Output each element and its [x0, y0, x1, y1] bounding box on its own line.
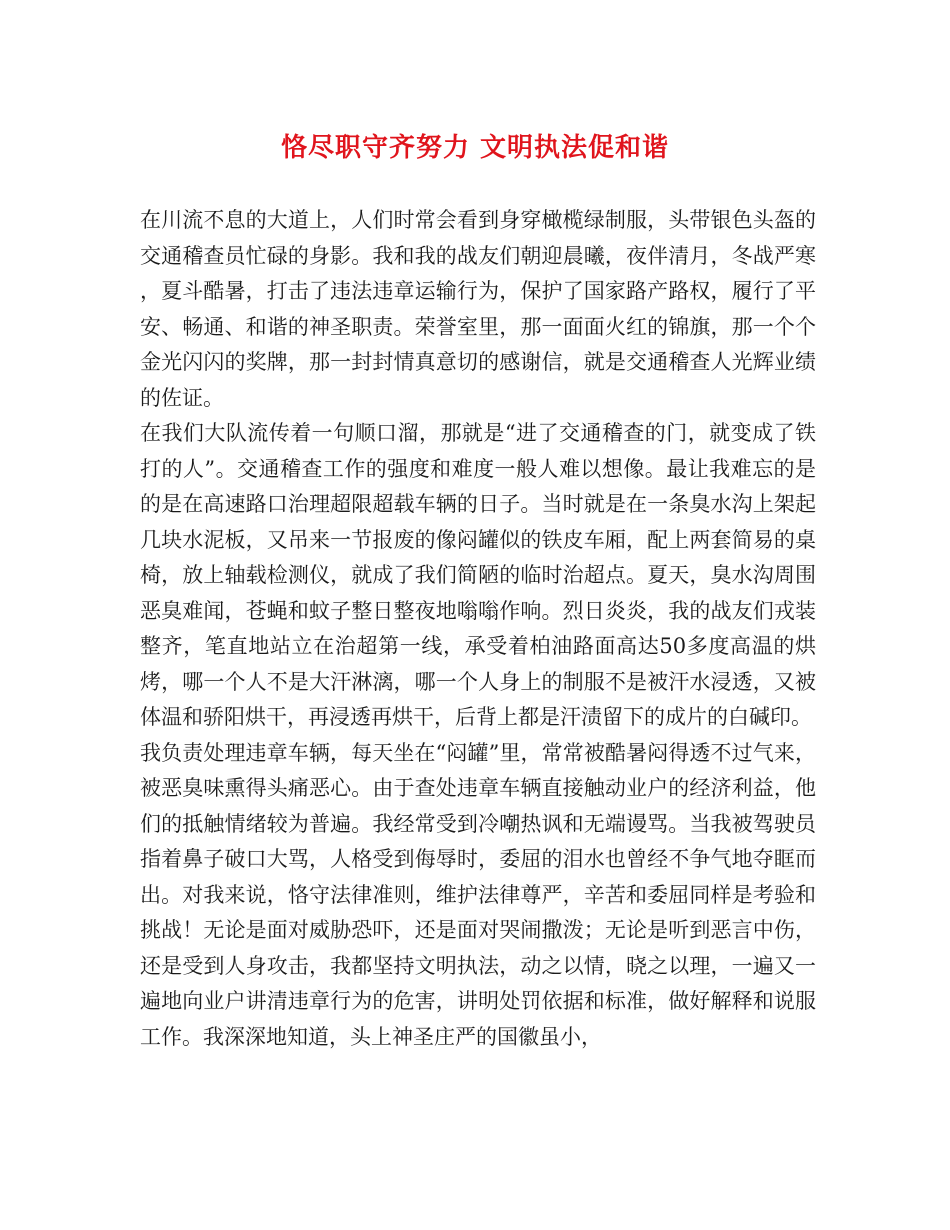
paragraph-3: 我负责处理违章车辆，每天坐在“闷罐”里，常常被酷暑闷得透不过气来，被恶臭味熏得头痛恶心。由于查处违章车辆直接触动业户的经济利益，他们的抵触情绪较为普遍。我经常受到冷嘲热讽和无端谩骂。当我被驾驶员指着鼻子破口大骂，人格受到侮辱时，委屈的泪水也曾经不争气地夺眶而出。对我来说，恪守法律准则，维护法律尊严，辛苦和委屈同样是考验和挑战！无论是面对威胁恐吓，还是面对哭闹撒泼；无论是听到恶言中伤，还是受到人身攻击，我都坚持文明执法，动之以情，晓之以理，一遍又一遍地向业户讲清违章行为的危害，讲明处罚依据和标准，做好解释和说服工作。我深深地知道，头上神圣庄严的国徽虽小， [140, 740, 816, 1049]
document-title: 恪尽职守齐努力 文明执法促和谐 [280, 133, 670, 163]
paragraph-1: 在川流不息的大道上，人们时常会看到身穿橄榄绿制服，头带银色头盔的交通稽查员忙碌的身影。我和我的战友们朝迎晨曦，夜伴清月，冬战严寒，夏斗酷暑，打击了违法违章运输行为，保护了国家路产路权，履行了平安、畅通、和谐的神圣职责。荣誉室里，那一面面火红的锦旗，那一个个金光闪闪的奖牌，那一封封情真意切的感谢信，就是交通稽查人光辉业绩的佐证。 [140, 208, 816, 410]
document-body [140, 203, 816, 1055]
paragraph-2: 在我们大队流传着一句顺口溜，那就是“进了交通稽查的门，就变成了铁打的人”。交通稽查工作的强度和难度一般人难以想像。最让我难忘的是的是在高速路口治理超限超载车辆的日子。当时就是在一条臭水沟上架起几块水泥板，又吊来一节报废的像闷罐似的铁皮车厢，配上两套简易的桌椅，放上轴载检测仪，就成了我们简陋的临时治超点。夏天，臭水沟周围恶臭难闻，苍蝇和蚊子整日整夜地嗡嗡作响。烈日炎炎，我的战友们戎装整齐，笔直地站立在治超第一线，承受着柏油路面高达50多度高温的烘烤，哪一个人不是大汗淋漓，哪一个人身上的制服不是被汗水浸透，又被体温和骄阳烘干，再浸透再烘干，后背上都是汗渍留下的成片的白碱印。 [140, 421, 816, 729]
